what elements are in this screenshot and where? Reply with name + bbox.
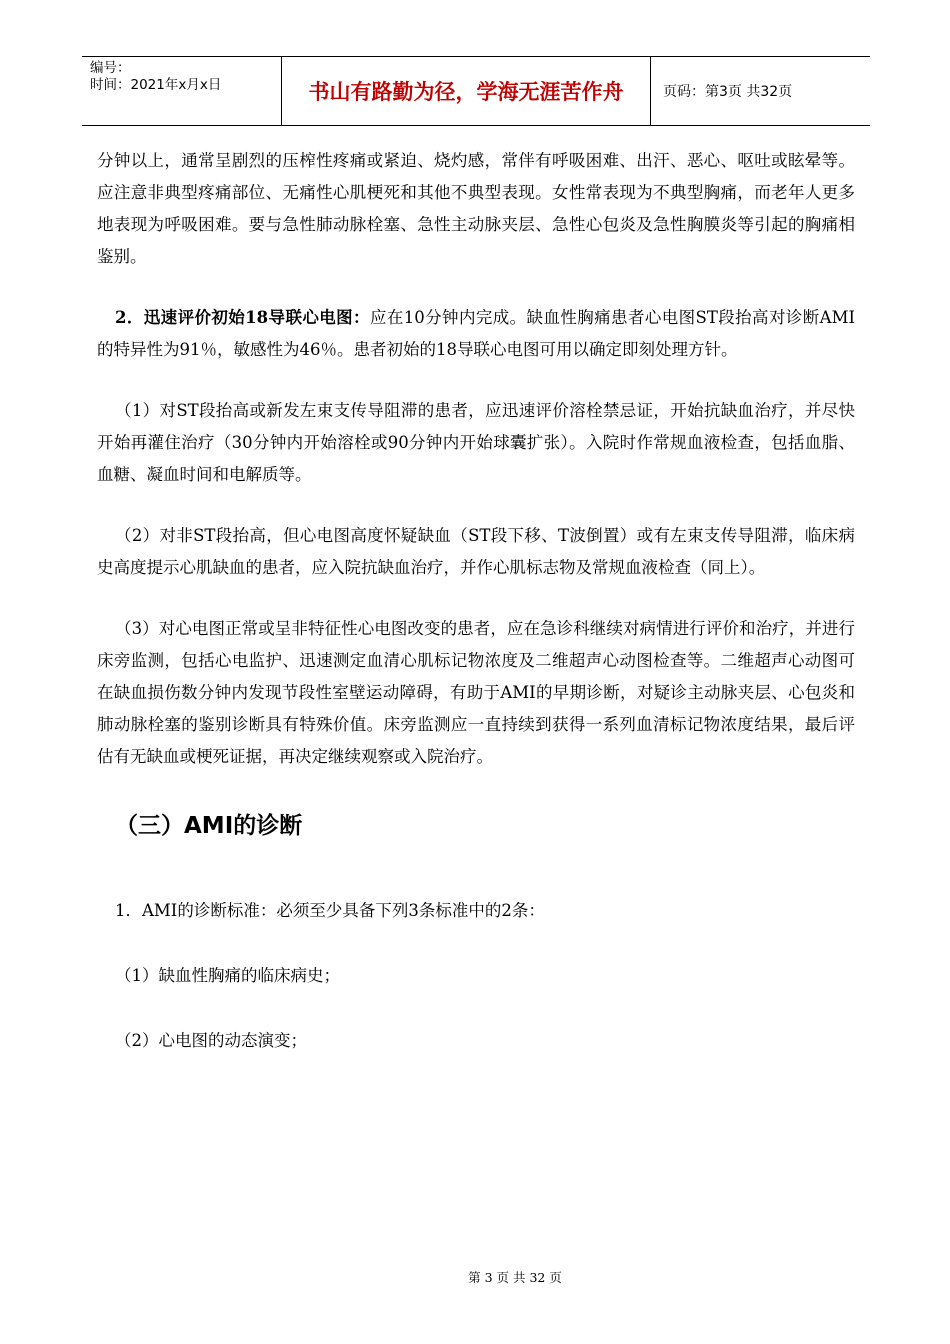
list-item: （2）心电图的动态演变； [115, 1031, 307, 1050]
date-label: 时间：2021年x月x日 [90, 77, 222, 93]
paragraph [97, 302, 855, 366]
criteria-line: 1．AMI的诊断标准：必须至少具备下列3条标准中的2条： [115, 901, 545, 920]
document-body [97, 145, 855, 1057]
paragraph-text: 应在10分钟内完成。缺血性胸痛患者心电图ST段抬高对诊断AMI的特异性为91％，敏感性为46％。患者初始的18导联心电图可用以确定即刻处理方针。 [97, 308, 855, 359]
section-heading: （三）AMI的诊断 [115, 813, 303, 839]
number-label: 编号： [90, 60, 131, 76]
paragraph: 分钟以上，通常呈剧烈的压榨性疼痛或紧迫、烧灼感，常伴有呼吸困难、出汗、恶心、呕吐或眩晕等。应注意非典型疼痛部位、无痛性心肌梗死和其他不典型表现。女性常表现为不典型胸痛，而老年人更多地表现为呼吸困难。要与急性肺动脉栓塞、急性主动脉夹层、急性心包炎及急性胸膜炎等引起的胸痛相鉴别。 [97, 151, 855, 266]
paragraph: （1）对ST段抬高或新发左束支传导阻滞的患者，应迅速评价溶栓禁忌证，开始抗缺血治疗，并尽快开始再灌住治疗（30分钟内开始溶栓或90分钟内开始球囊扩张）。入院时作常规血液检查，包括血脂、血糖、凝血时间和电解质等。 [97, 401, 855, 484]
page-header [82, 56, 870, 126]
header-page-label: 页码：第3页 共32页 [663, 84, 793, 100]
header-motto: 书山有路勤为径，学海无涯苦作舟 [282, 57, 651, 125]
paragraph-heading: 2．迅速评价初始18导联心电图： [115, 308, 370, 327]
header-meta [82, 57, 282, 125]
paragraph: （2）对非ST段抬高，但心电图高度怀疑缺血（ST段下移、T波倒置）或有左束支传导阻滞，临床病史高度提示心肌缺血的患者，应入院抗缺血治疗，并作心肌标志物及常规血液检查（同上）。 [97, 526, 855, 577]
list-item: （1）缺血性胸痛的临床病史； [115, 966, 340, 985]
paragraph: （3）对心电图正常或呈非特征性心电图改变的患者，应在急诊科继续对病情进行评价和治疗，并进行床旁监测，包括心电监护、迅速测定血清心肌标记物浓度及二维超声心动图检查等。二维超声心动图可在缺血损伤数分钟内发现节段性室壁运动障碍，有助于AMI的早期诊断，对疑诊主动脉夹层、心包炎和肺动脉栓塞的鉴别诊断具有特殊价值。床旁监测应一直持续到获得一系列血清标记物浓度结果，最后评估有无缺血或梗死证据，再决定继续观察或入院治疗。 [97, 619, 855, 766]
page-footer: 第 3 页 共 32 页 [468, 1270, 562, 1285]
